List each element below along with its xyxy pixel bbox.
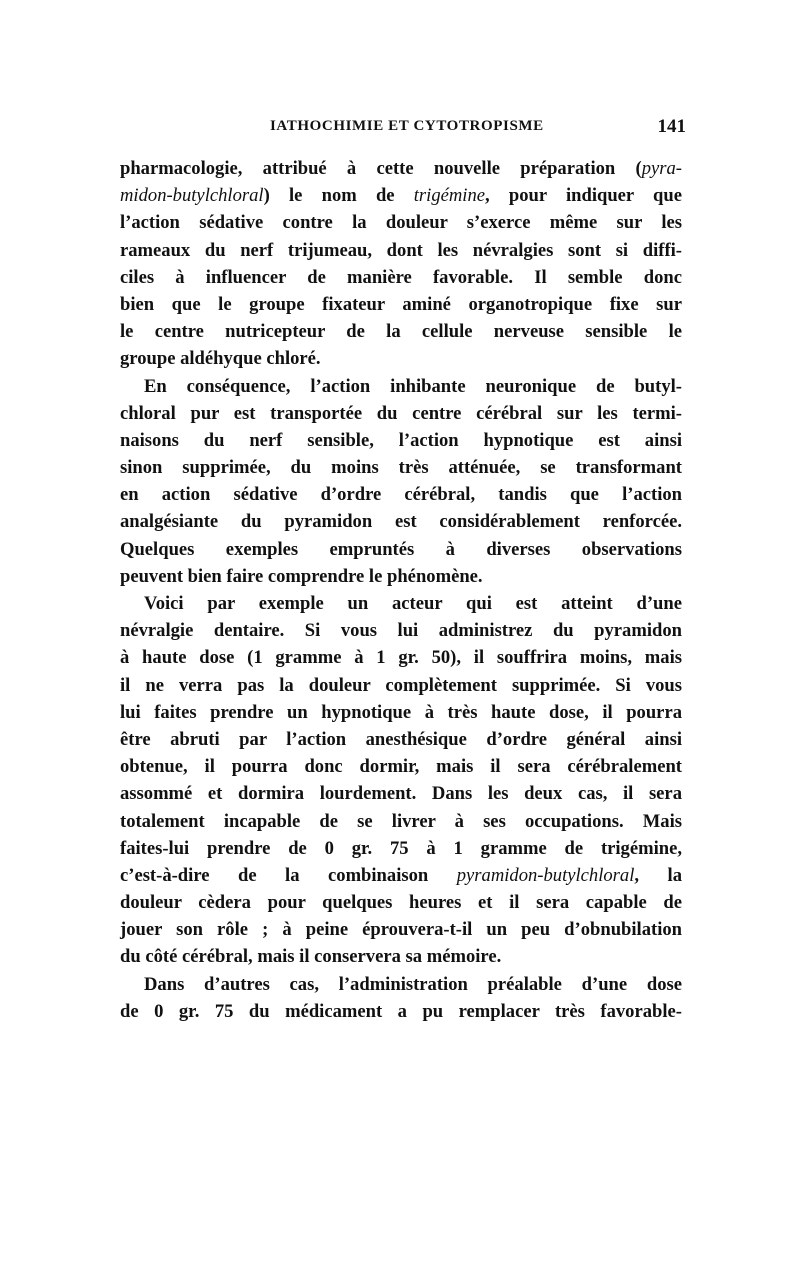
text-line: en action sédative d’ordre cérébral, tandis que l’action — [120, 484, 682, 506]
text-line: En conséquence, l’action inhibante neuronique de butyl- — [144, 375, 682, 397]
italic-term: pyramidon-butylchloral — [456, 864, 635, 886]
page-number: 141 — [657, 116, 686, 137]
text-line: douleur cèdera pour quelques heures et il sera capable de — [120, 892, 682, 914]
text-span: , pour indiquer que — [485, 185, 682, 207]
text-line — [120, 155, 682, 182]
italic-term: midon-butylchloral — [120, 185, 264, 207]
text-line: l’action sédative contre la douleur s’exerce même sur les — [120, 212, 682, 234]
text-line: jouer son rôle ; à peine éprouvera-t-il un peu d’obnubilation — [120, 919, 682, 941]
text-line — [120, 862, 682, 889]
text-span: , la — [634, 864, 682, 886]
italic-term: trigémine — [413, 185, 486, 207]
text-line: à haute dose (1 gramme à 1 gr. 50), il souffrira moins, mais — [120, 647, 682, 669]
text-span: c’est-à-dire de la combinaison — [120, 864, 457, 886]
running-title: IATHOCHIMIE ET CYTOTROPISME — [270, 118, 544, 134]
text-line: chloral pur est transportée du centre cérébral sur les termi- — [120, 402, 682, 424]
text-line: névralgie dentaire. Si vous lui administrez du pyramidon — [120, 620, 682, 642]
text-line: assommé et dormira lourdement. Dans les deux cas, il sera — [120, 783, 682, 805]
text-line: du côté cérébral, mais il conservera sa mémoire. — [120, 946, 502, 968]
text-line: obtenue, il pourra donc dormir, mais il sera cérébralement — [120, 756, 682, 778]
text-line: totalement incapable de se livrer à ses occupations. Mais — [120, 810, 682, 832]
text-line: rameaux du nerf trijumeau, dont les névralgies sont si diffi- — [120, 239, 682, 261]
text-line: lui faites prendre un hypnotique à très haute dose, il pourra — [120, 701, 682, 723]
body-text — [120, 155, 682, 1025]
text-line: sinon supprimée, du moins très atténuée, se transformant — [120, 457, 682, 479]
text-line: bien que le groupe fixateur aminé organotropique fixe sur — [120, 293, 682, 315]
text-line: être abruti par l’action anesthésique d’ordre général ainsi — [120, 728, 682, 750]
text-line: le centre nutricepteur de la cellule nerveuse sensible le — [120, 321, 682, 343]
text-line: Quelques exemples empruntés à diverses observations — [120, 538, 682, 560]
text-span: ) le nom de — [263, 185, 414, 207]
text-line: groupe aldéhyque chloré. — [120, 348, 321, 370]
text-line: de 0 gr. 75 du médicament a pu remplacer très favorable- — [120, 1000, 682, 1022]
text-line: analgésiante du pyramidon est considérablement renforcée. — [120, 511, 682, 533]
text-line: Dans d’autres cas, l’administration préalable d’une dose — [144, 973, 682, 995]
text-line: naisons du nerf sensible, l’action hypnotique est ainsi — [120, 429, 682, 451]
text-line: Voici par exemple un acteur qui est atteint d’une — [144, 593, 682, 614]
text-line: peuvent bien faire comprendre le phénomène. — [120, 565, 483, 587]
italic-term: pyra- — [641, 158, 682, 179]
text-line: ciles à influencer de manière favorable. Il semble donc — [120, 266, 682, 288]
text-line: faites-lui prendre de 0 gr. 75 à 1 gramme de trigémine, — [120, 837, 682, 859]
text-line — [120, 182, 682, 209]
text-line: il ne verra pas la douleur complètement supprimée. Si vous — [120, 674, 682, 696]
text-span: pharmacologie, attribué à cette nouvelle préparation ( — [120, 158, 642, 179]
page-header — [120, 118, 690, 142]
